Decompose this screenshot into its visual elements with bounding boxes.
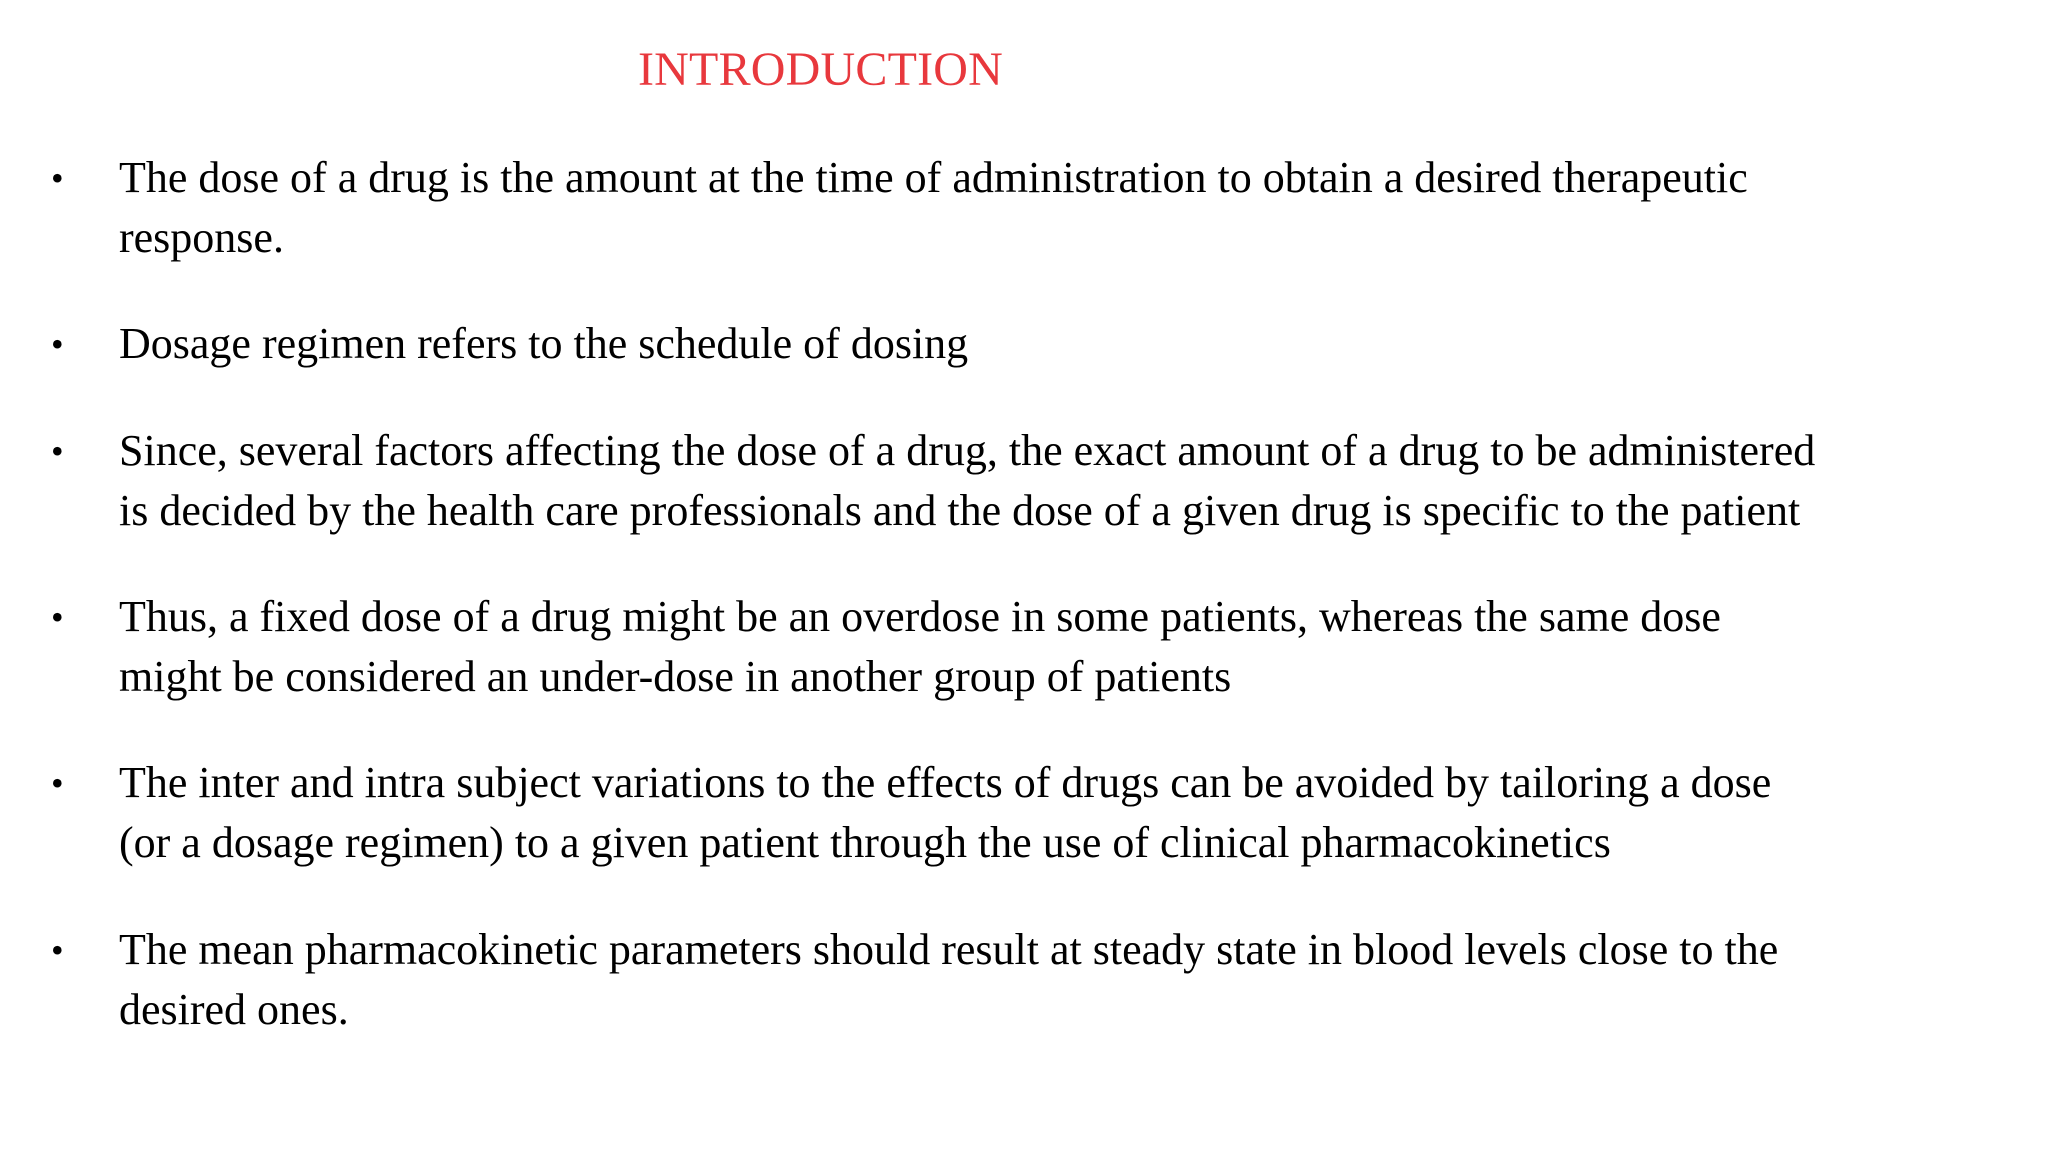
bullet-icon: • [51, 324, 64, 364]
bullet-line: is decided by the health care professionals and the dose of a given drug is specific to the patient [119, 486, 1801, 535]
bullet-line: response. [119, 213, 284, 262]
bullet-line: The mean pharmacokinetic parameters should result at steady state in blood levels close to the [119, 925, 1779, 974]
slide-title: INTRODUCTION [638, 43, 1004, 96]
bullet-text [119, 421, 2039, 541]
bullet-line: Since, several factors affecting the dose of a drug, the exact amount of a drug to be administered [119, 426, 1816, 475]
bullet-text [119, 753, 2039, 873]
bullet-text [119, 148, 2039, 268]
bullet-line: Thus, a fixed dose of a drug might be an overdose in some patients, whereas the same dose [119, 592, 1721, 641]
bullet-icon: • [51, 930, 64, 970]
bullet-line: The inter and intra subject variations to the effects of drugs can be avoided by tailoring a dose [119, 758, 1772, 807]
bullet-text [119, 314, 2039, 374]
bullet-line: The dose of a drug is the amount at the time of administration to obtain a desired therapeutic [119, 153, 1748, 202]
bullet-icon: • [51, 763, 64, 803]
bullet-icon: • [51, 597, 64, 637]
bullet-text [119, 587, 2039, 707]
bullet-line: Dosage regimen refers to the schedule of dosing [119, 319, 969, 368]
bullet-icon: • [51, 158, 64, 198]
bullet-line: desired ones. [119, 985, 349, 1034]
bullet-text [119, 920, 2039, 1040]
bullet-icon: • [51, 431, 64, 471]
bullet-line: (or a dosage regimen) to a given patient through the use of clinical pharmacokinetics [119, 818, 1611, 867]
bullet-line: might be considered an under-dose in another group of patients [119, 652, 1232, 701]
